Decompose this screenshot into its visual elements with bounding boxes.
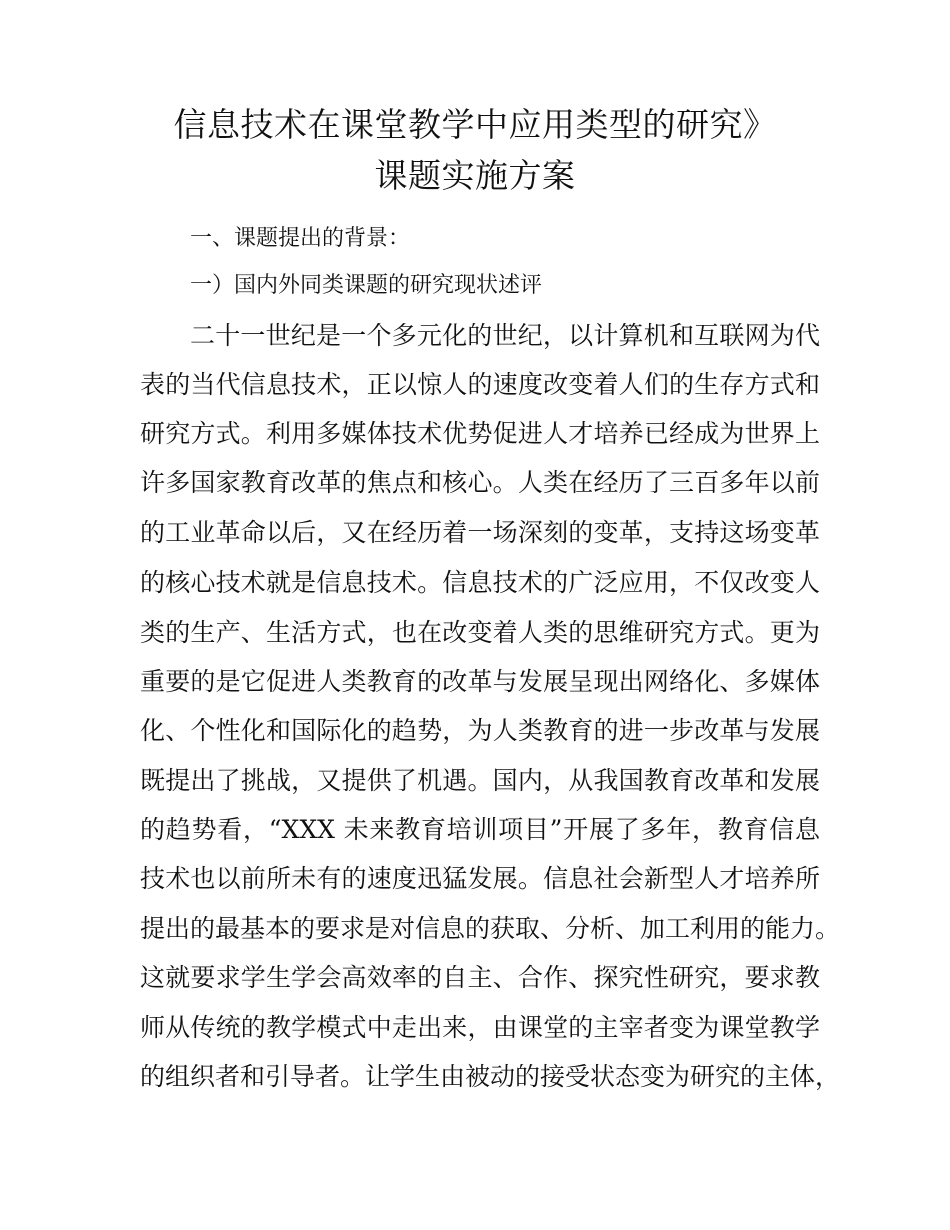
section-heading: 一、课题提出的背景： (190, 226, 411, 251)
paragraph-line: 化、个性化和国际化的趋势，为人类教育的进一步改革与发展 (140, 716, 820, 745)
paragraph-line: 既提出了挑战，又提供了机遇。国内，从我国教育改革和发展 (140, 766, 820, 795)
paragraph-line: 技术也以前所未有的速度迅猛发展。信息社会新型人才培养所 (140, 864, 820, 893)
paragraph-line: 二十一世纪是一个多元化的世纪，以计算机和互联网为代 (190, 321, 820, 350)
paragraph-line: 研究方式。利用多媒体技术优势促进人才培养已经成为世界上 (140, 419, 820, 448)
paragraph-line: 许多国家教育改革的焦点和核心。人类在经历了三百多年以前 (140, 468, 820, 497)
paragraph-line: 的工业革命以后，又在经历着一场深刻的变革，支持这场变革 (140, 518, 820, 547)
subsection-heading: 一）国内外同类课题的研究现状述评 (190, 273, 543, 298)
paragraph-line: 这就要求学生学会高效率的自主、合作、探究性研究，要求教 (140, 963, 820, 992)
paragraph-line: 提出的最基本的要求是对信息的获取、分析、加工利用的能力。 (140, 914, 841, 943)
paragraph-line: 表的当代信息技术，正以惊人的速度改变着人们的生存方式和 (140, 370, 820, 399)
paragraph-line: 师从传统的教学模式中走出来，由课堂的主宰者变为课堂教学 (140, 1013, 820, 1042)
paragraph-line: 的趋势看，“XXX 未来教育培训项目”开展了多年，教育信息 (140, 815, 820, 844)
paragraph-line: 的组织者和引导者。让学生由被动的接受状态变为研究的主体， (140, 1062, 841, 1091)
document-title-line-2: 课题实施方案 (374, 156, 576, 195)
paragraph-line: 的核心技术就是信息技术。信息技术的广泛应用，不仅改变人 (140, 568, 820, 597)
document-title-line-1: 信息技术在课堂教学中应用类型的研究》 (173, 105, 777, 144)
paragraph-line: 重要的是它促进人类教育的改革与发展呈现出网络化、多媒体 (140, 667, 820, 696)
paragraph-line: 类的生产、生活方式，也在改变着人类的思维研究方式。更为 (140, 618, 820, 647)
